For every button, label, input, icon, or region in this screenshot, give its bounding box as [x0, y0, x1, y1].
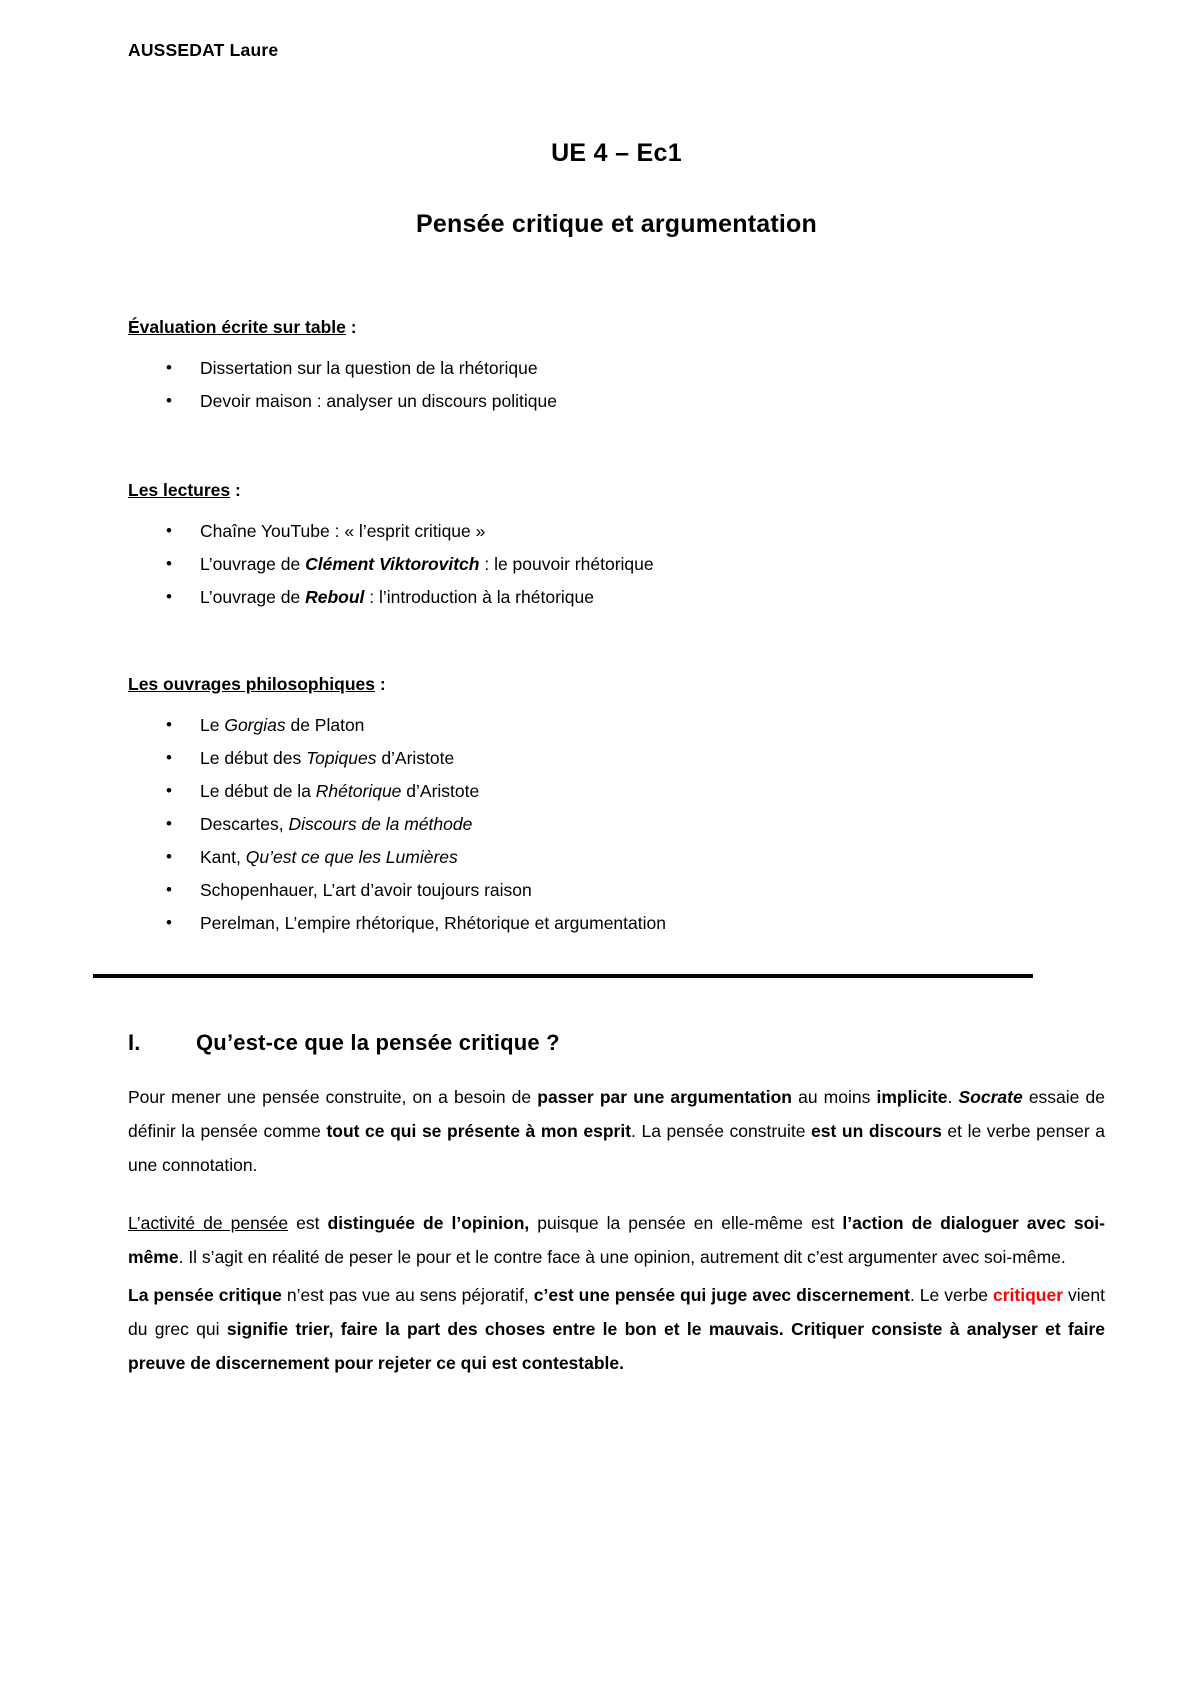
- section-lectures: [128, 480, 1105, 614]
- chapter-number: I.: [128, 1030, 141, 1055]
- text-run: au moins: [791, 1087, 877, 1107]
- text-run-bold: passer par une argumentation: [537, 1087, 792, 1107]
- section-heading-lectures-suffix: :: [230, 480, 241, 500]
- list-item: • Dissertation sur la question de la rhétorique: [128, 352, 1105, 385]
- text-run-bold: est un discours: [811, 1121, 942, 1141]
- list-item-emphasis: Topiques: [306, 748, 377, 768]
- section-ouvrages: [128, 674, 1105, 940]
- list-item: [128, 907, 1105, 940]
- text-run-bold: l’action de dialoguer avec soi-même: [128, 1213, 1105, 1267]
- list-item: [128, 808, 1105, 841]
- list-item-text: L’ouvrage de: [200, 554, 306, 574]
- section-divider: [93, 974, 1033, 978]
- text-run-underline: L’activité de pensée: [128, 1213, 289, 1233]
- section-heading-ouvrages-suffix: :: [375, 674, 386, 694]
- list-item: [128, 548, 1105, 581]
- list-item-text: L’ouvrage de: [200, 587, 306, 607]
- text-run-bold: tout ce qui se présente à mon esprit: [326, 1121, 632, 1141]
- list-item-text: d’Aristote: [401, 781, 480, 801]
- paragraph-2: [128, 1206, 1105, 1274]
- text-run-bold: distinguée de l’opinion,: [327, 1213, 530, 1233]
- list-item-emphasis: Reboul: [305, 587, 365, 607]
- list-item-emphasis: Discours de la méthode: [288, 814, 473, 834]
- section-heading-evaluation: [128, 317, 1105, 338]
- list-item-text: d’Aristote: [376, 748, 455, 768]
- text-run: . Le verbe: [909, 1285, 994, 1305]
- text-run-emphasis: Socrate: [958, 1087, 1023, 1107]
- text-run-bold: c’est une pensée qui juge avec discernement: [533, 1285, 910, 1305]
- list-item-text: Le: [200, 715, 225, 735]
- list-item: [128, 709, 1105, 742]
- list-item-text: Perelman, L’empire rhétorique, Rhétorique et argumentation: [200, 913, 666, 933]
- list-item-text: Schopenhauer, L’art d’avoir toujours raison: [200, 880, 532, 900]
- paragraph-3: [128, 1278, 1105, 1380]
- author-name: AUSSEDAT Laure: [128, 40, 279, 60]
- chapter-heading: [128, 1030, 1105, 1056]
- list-ouvrages: [128, 709, 1105, 940]
- list-item-emphasis: Rhétorique: [315, 781, 402, 801]
- text-run: .: [947, 1087, 959, 1107]
- text-run-bold: signifie trier, faire la part des choses entre le bon et le mauvais. Critiquer consiste à analyser et faire preuve de discernement pour rejeter ce qui est contestable.: [128, 1319, 1105, 1373]
- list-item-text: : le pouvoir rhétorique: [479, 554, 654, 574]
- list-item-text: de Platon: [285, 715, 365, 735]
- text-run-bold: implicite: [876, 1087, 948, 1107]
- list-item: [128, 742, 1105, 775]
- page-subtitle: Pensée critique et argumentation: [416, 210, 817, 238]
- text-run: puisque la pensée en elle-même est: [529, 1213, 843, 1233]
- list-item-emphasis: Qu’est ce que les Lumières: [245, 847, 458, 867]
- section-evaluation: [128, 317, 1105, 418]
- text-run: . La pensée construite: [631, 1121, 812, 1141]
- list-item: [128, 841, 1105, 874]
- section-heading-evaluation-suffix: :: [345, 317, 357, 337]
- text-run: essaie de définir la pensée comme: [128, 1087, 1106, 1141]
- text-run: vient du grec qui: [128, 1285, 1105, 1339]
- list-lectures: [128, 515, 1105, 614]
- section-heading-ouvrages: [128, 674, 1105, 695]
- chapter-title: Qu’est-ce que la pensée critique ?: [196, 1030, 560, 1055]
- list-item-emphasis: Gorgias: [224, 715, 286, 735]
- list-item-text: Descartes,: [200, 814, 289, 834]
- list-item-emphasis: Clément Viktorovitch: [305, 554, 480, 574]
- section-heading-lectures: [128, 480, 1105, 501]
- list-item: [128, 874, 1105, 907]
- text-run-bold: La pensée critique: [128, 1285, 282, 1305]
- paragraph-1: [128, 1080, 1105, 1182]
- section-heading-lectures-text: Les lectures: [128, 480, 231, 500]
- title-block: [128, 139, 1105, 239]
- section-heading-evaluation-text: Évaluation écrite sur table: [128, 317, 346, 337]
- page-title: UE 4 – Ec1: [551, 139, 682, 167]
- list-item: [128, 775, 1105, 808]
- list-item: [128, 515, 1105, 548]
- section-heading-ouvrages-text: Les ouvrages philosophiques: [128, 674, 375, 694]
- text-run: est: [288, 1213, 328, 1233]
- list-item-text: Chaîne YouTube : « l’esprit critique »: [200, 521, 486, 541]
- list-item-text: Le début de la: [200, 781, 316, 801]
- text-run: n’est pas vue au sens péjoratif,: [281, 1285, 534, 1305]
- list-item: • Devoir maison : analyser un discours politique: [128, 385, 1105, 418]
- text-run: et le verbe penser a une connotation.: [128, 1121, 1105, 1175]
- list-evaluation: [128, 352, 1105, 418]
- text-run-highlight: critiquer: [993, 1285, 1064, 1305]
- text-run: . Il s’agit en réalité de peser le pour et le contre face à une opinion, autrement dit c’est argumenter avec soi-même.: [178, 1247, 1066, 1267]
- list-item-text: Kant,: [200, 847, 246, 867]
- list-item-text: Le début des: [200, 748, 307, 768]
- list-item-text: : l’introduction à la rhétorique: [364, 587, 594, 607]
- text-run: Pour mener une pensée construite, on a besoin de: [128, 1087, 538, 1107]
- list-item: [128, 581, 1105, 614]
